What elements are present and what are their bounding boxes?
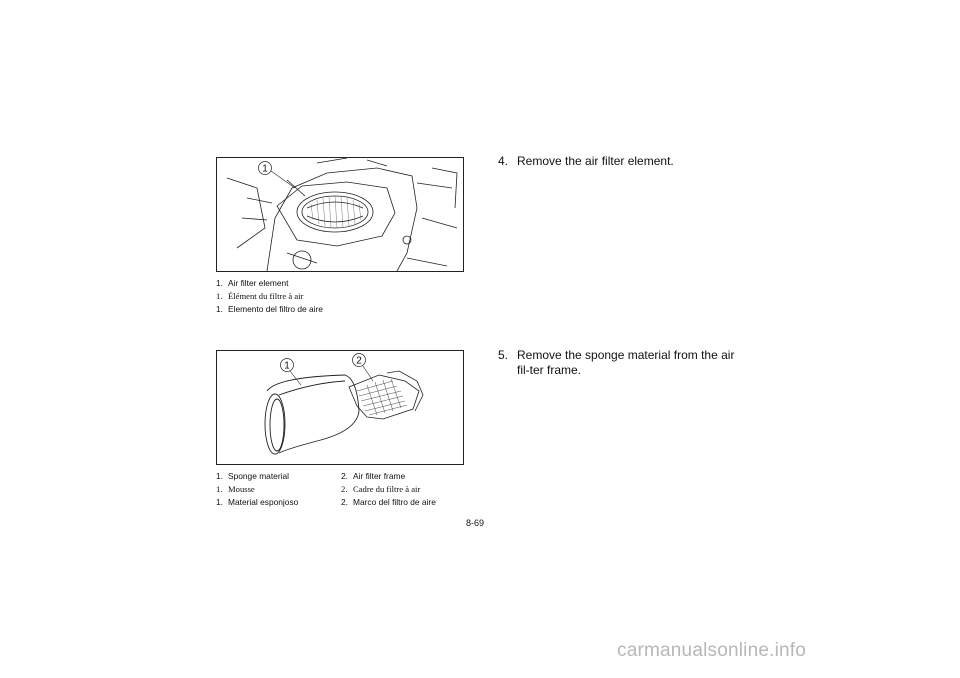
figure-air-filter-element: [216, 157, 464, 272]
figure1-caption-es: 1. Elemento del filtro de aire: [216, 304, 323, 314]
callout-1: [281, 359, 302, 386]
figure2-caption-fr-2: 2. Cadre du filtre à air: [341, 484, 421, 494]
figure2-caption-en-2: 2. Air filter frame: [341, 471, 406, 481]
figure2-caption-en-1: 1. Sponge material: [216, 471, 289, 481]
air-filter-element-illustration: [217, 158, 463, 271]
figure1-caption-en: 1. Air filter element: [216, 278, 289, 288]
air-filter-frame-drawing: [349, 371, 423, 419]
svg-text:2: 2: [356, 355, 362, 367]
page-number: 8-69: [466, 518, 485, 528]
step-5-number: 5.: [498, 348, 509, 362]
sponge-and-frame-illustration: [217, 351, 463, 464]
step-5: [498, 348, 748, 378]
svg-text:1: 1: [284, 360, 290, 372]
watermark-link[interactable]: carmanualsonline.info: [617, 640, 807, 661]
figure2-caption-es-2: 2. Marco del filtro de aire: [341, 497, 436, 507]
figure2-caption-es-1: 1. Material esponjoso: [216, 497, 299, 507]
step-4: [498, 154, 758, 169]
sponge-material-drawing: [265, 375, 359, 454]
step-4-number: 4.: [498, 154, 509, 168]
figure-sponge-and-frame: [216, 350, 464, 465]
svg-text:1: 1: [262, 163, 268, 175]
step-5-text: Remove the sponge material from the air fil-ter frame.: [517, 348, 735, 377]
callout-2: [353, 354, 374, 382]
figure1-caption-fr: 1. Élément du filtre à air: [216, 291, 304, 301]
figure2-caption-fr-1: 1. Mousse: [216, 484, 255, 494]
step-4-text: Remove the air filter element.: [517, 154, 674, 168]
callout-1: [259, 162, 296, 189]
